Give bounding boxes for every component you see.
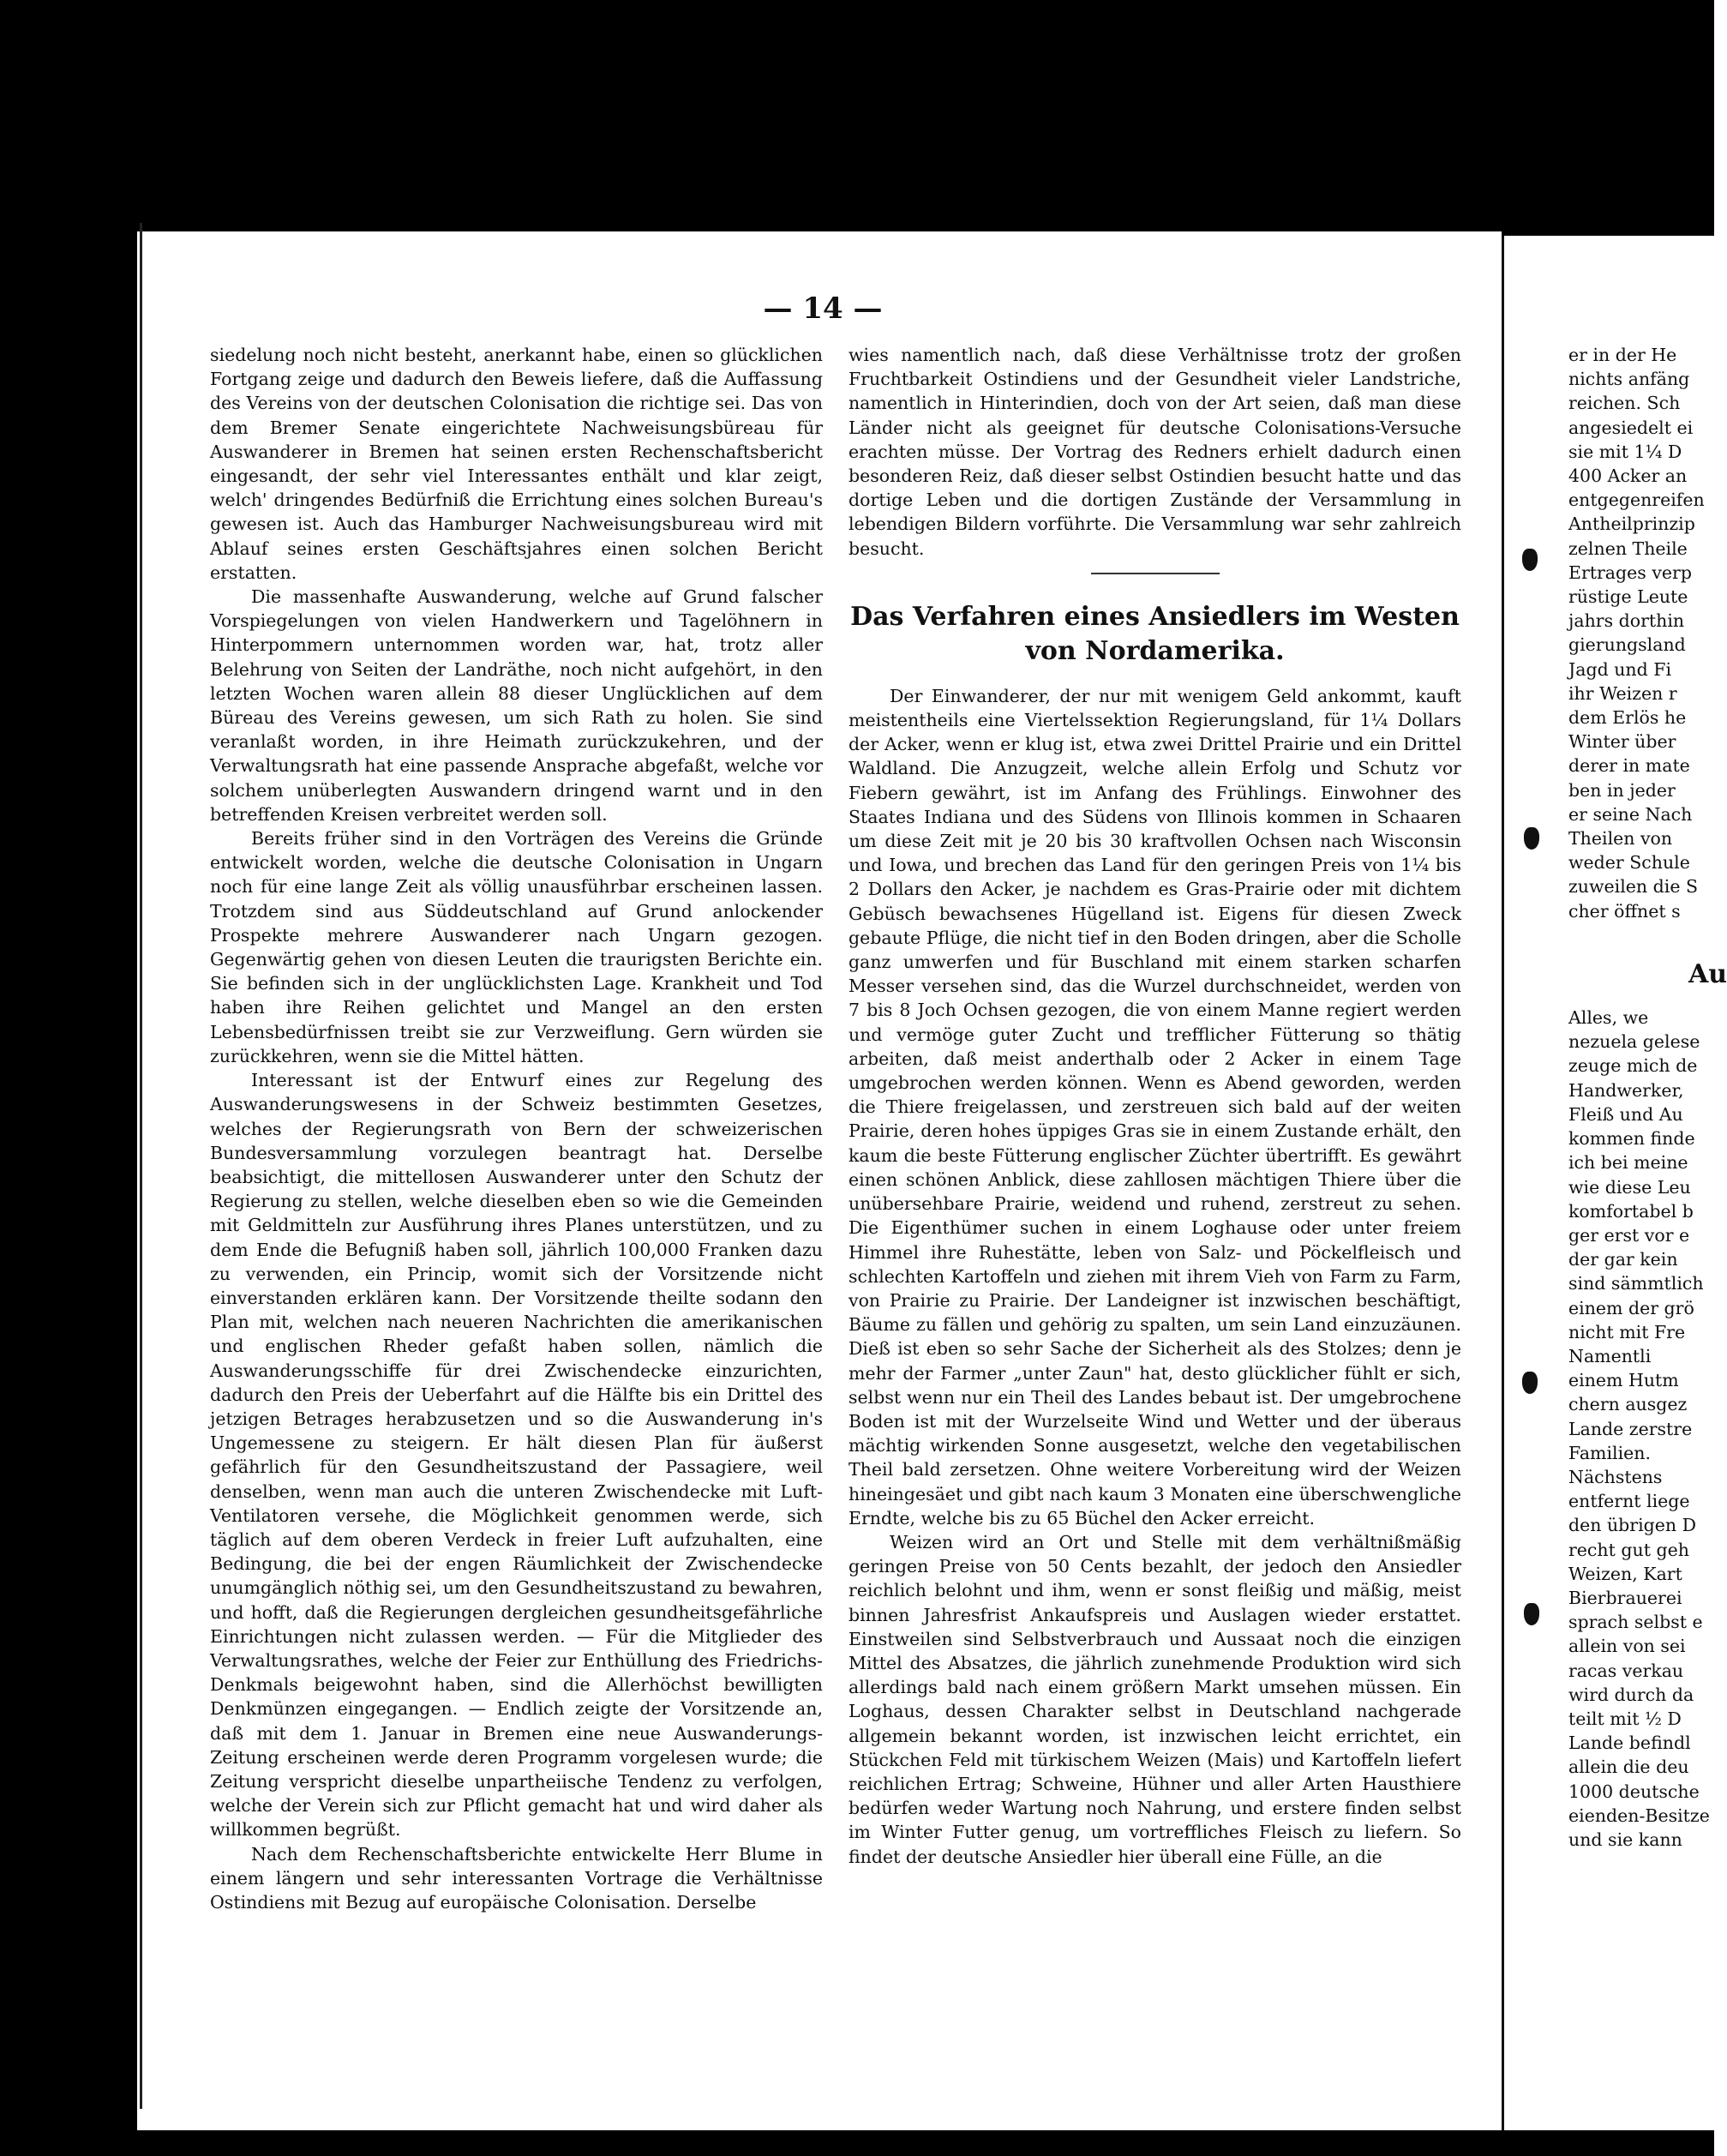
- text-line: eienden-Besitze: [1568, 1805, 1710, 1826]
- text-line: weder Schule: [1568, 852, 1690, 874]
- text-line: ger erst vor e: [1568, 1224, 1690, 1246]
- text-line: recht gut geh: [1568, 1539, 1689, 1560]
- text-line: Winter über: [1568, 731, 1676, 753]
- text-line: wie diese Leu: [1568, 1176, 1691, 1198]
- text-line: Theilen von: [1568, 828, 1673, 850]
- page-edge-line: [140, 223, 142, 2109]
- text-line: gierungsland: [1568, 634, 1686, 656]
- text-line: komfortabel b: [1568, 1200, 1694, 1222]
- paragraph: Der Einwanderer, der nur mit wenigem Geld ankommt, kauft meistentheils eine Viertelssektion Regierungsland, für 1¼ Dollars der Acker, wenn er klug ist, etwa zwei Drittel Prairie und ein Drittel Waldland. Die Anzugzeit, welche allein Erfolg und Schutz vor Fiebern gewährt, ist im Anfang des Frühlings. Einwohner des Staates Indiana und des Südens von Illinois kommen in Schaaren um diese Zeit mit je 20 bis 30 kraftvollen Ochsen nach Wisconsin und Iowa, und brechen das Land für den geringen Preis von 1¼ bis 2 Dollars den Acker, je nachdem es Gras-Prairie oder mit dichtem Gebüsch bewachsenes Hügelland ist. Eigens für diesen Zweck gebaute Pflüge, die nicht tief in den Boden dringen, aber die Scholle ganz umwerfen und für Buschland mit einem starken scharfen Messer versehen sind, das die Wurzel durchschneidet, werden von 7 bis 8 Joch Ochsen gezogen, die von einem Manne regiert werden und vermöge guter Zucht und trefflicher Fütterung so thätig arbeiten, daß meist anderthalb oder 2 Acker in einem Tage umgebrochen werden können. Wenn es Abend geworden, werden die Thiere freigelassen, und zerstreuen sich bald auf der weiten Prairie, deren hohes üppiges Gras sie in einem Zustande erhält, den kaum die beste Fütterung englischer Züchter übertrifft. Es gewährt einen schönen Anblick, diese zahllosen mächtigen Thiere über die unübersehbare Prairie, weidend und ruhend, zerstreut zu sehen. Die Eigenthümer suchen in einem Loghause oder unter freiem Himmel ihre Ruhestätte, leben von Salz- und Pöckelfleisch und schlechten Kartoffeln und ziehen mit ihrem Vieh von Farm zu Farm, von Prairie zu Prairie. Der Landeigner ist inzwischen beschäftigt, Bäume zu fällen und gehörig zu spalten, um sein Land einzuzäunen. Dieß ist eben so sehr Sache der Sicherheit als des Stolzes; denn je mehr der Farmer „unter Zaun" hat, desto glücklicher fühlt er sich, selbst wenn nur ein Theil des Landes bebaut ist. Der umgebrochene Boden ist mit der Wurzelseite Wind und Wetter und der überaus mächtig wirkenden Sonne ausgesetzt, welche den vegetabilischen Theil bald zersetzen. Ohne weitere Vorbereitung wird der Weizen hineingesäet und gibt nach kaum 3 Monaten eine überschwengliche Erndte, welche bis zu 65 Büchel den Acker erreicht.: [849, 685, 1461, 1528]
- text-line: sprach selbst e: [1568, 1612, 1703, 1633]
- text-line: Bierbrauerei: [1568, 1587, 1682, 1608]
- section-divider: [1091, 573, 1220, 574]
- text-line: Handwerker,: [1568, 1079, 1684, 1101]
- ink-blot: [1522, 1372, 1538, 1394]
- paragraph: Weizen wird an Ort und Stelle mit dem verhältnißmäßig geringen Preise von 50 Cents bezahlt, der jedoch den Ansiedler reichlich belohnt und ihm, wenn er sonst fleißig und mäßig, meist binnen Jahresfrist Ankaufspreis und Auslagen wieder erstattet. Einstweilen sind Selbstverbrauch und Aussaat noch die einzigen Mittel des Absatzes, die jährlich zunehmende Produktion wird sich allerdings bald nach einem größern Markt umsehen müssen. Ein Loghaus, dessen Charakter selbst in Deutschland nachgerade allgemein bekannt worden, ist inzwischen leicht errichtet, ein Stückchen Feld mit türkischem Weizen (Mais) und Kartoffeln liefert reichlichen Ertrag; Schweine, Hühner und aller Arten Hausthiere bedürfen weder Wartung noch Nahrung, und erstere finden selbst im Winter Futter genug, um vortreffliches Fleisch zu liefern. So findet der deutsche Ansiedler hier überall eine Fülle, an die: [849, 1531, 1461, 1867]
- text-line: zeuge mich de: [1568, 1055, 1698, 1077]
- text-line: derer in mate: [1568, 755, 1690, 777]
- text-line: der gar kein: [1568, 1249, 1678, 1270]
- ink-blot: [1522, 549, 1538, 571]
- text-line: er in der He: [1568, 345, 1677, 365]
- text-line: allein die deu: [1568, 1757, 1689, 1778]
- text-line: sind sämmtlich: [1568, 1273, 1704, 1294]
- text-line: rüstige Leute: [1568, 586, 1688, 608]
- paragraph: Bereits früher sind in den Vorträgen des Vereins die Gründe entwickelt worden, welche die deutsche Colonisation in Ungarn noch für eine lange Zeit als völlig unausführbar erscheinen lassen. Trotzdem sind aus Süddeutschland auf Grund anlockender Prospekte mehrere Auswanderer nach Ungarn gezogen. Gegenwärtig gehen von diesen Leuten die traurigsten Berichte ein. Sie befinden sich in der unglücklichsten Lage. Krankheit und Tod haben ihre Reihen gelichtet und Mangel an den ersten Lebensbedürfnissen treibt sie zur Verzweiflung. Gern würden sie zurückkehren, wenn sie die Mittel hätten.: [210, 828, 823, 1066]
- article-heading: Das Verfahren eines Ansiedlers im Westen von Nordamerika.: [850, 601, 1460, 666]
- text-line: nicht mit Fre: [1568, 1321, 1686, 1342]
- right-column-bottom-lines: [1568, 1006, 1714, 1852]
- text-line: entfernt liege: [1568, 1491, 1690, 1512]
- text-line: Familien.: [1568, 1442, 1652, 1463]
- scan-border-top: [0, 0, 1714, 231]
- text-line: teilt mit ½ D: [1568, 1708, 1682, 1729]
- text-line: chern ausgez: [1568, 1394, 1688, 1415]
- paragraph: Interessant ist der Entwurf eines zur Regelung des Auswanderungswesens in der Schweiz bestimmten Gesetzes, welches der Regierungsrath von Bern der schweizerischen Bundesversammlung vorzulegen beantragt hat. Derselbe beabsichtigt, die mittellosen Auswanderer unter den Schutz der Regierung zu stellen, welche dieselben eben so wie die Gemeinden mit Geldmitteln zur Ausführung ihres Planes unterstützen, und zu dem Ende die Befugniß haben soll, jährlich 100,000 Franken dazu zu verwenden, ein Princip, womit sich der Vorsitzende nicht einverstanden erklären kann. Der Vorsitzende theilte sodann den Plan mit, welchen nach neueren Nachrichten die amerikanischen und englischen Rheder gefaßt haben sollen, nämlich die Auswanderungsschiffe für drei Zwischendecke einzurichten, dadurch den Preis der Ueberfahrt auf die Hälfte bis ein Drittel des jetzigen Betrages herabzusetzen und so die Auswanderung in's Ungemessene zu steigern. Er hält diesen Plan für äußerst gefährlich für den Gesundheitszustand der Passagiere, weil denselben, wenn man auch die unteren Zwischendecke mit Luft-Ventilatoren versehe, die Möglichkeit genommen werde, sich täglich auf dem oberen Verdeck in freier Luft aufzuhalten, eine Bedingung, die bei der engen Räumlichkeit der Zwischendecke unumgänglich nöthig sei, um den Gesundheitszustand zu bewahren, und hofft, daß die Regierungen dergleichen gesundheitsgefährliche Einrichtungen nicht zulassen werden. — Für die Mitglieder des Verwaltungsrathes, welche der Feier zur Enthüllung des Friedrichs-Denkmals beigewohnt haben, sind die Allerhöchst bewilligten Denkmünzen eingegangen. — Endlich zeigte der Vorsitzende an, daß mit dem 1. Januar in Bremen eine neue Auswanderungs-Zeitung erscheinen werde deren Programm vorgelesen wurde; die Zeitung verspricht dieselbe unpartheiische Tendenz zu verfolgen, welche der Verein sich zur Pflicht gemacht hat und wird daher als willkommen begrüßt.: [210, 1070, 823, 1841]
- text-line: angesiedelt ei: [1568, 417, 1694, 438]
- text-line: zelnen Theile: [1568, 537, 1688, 559]
- text-line: Ertrages verp: [1568, 562, 1692, 583]
- paragraph: wies namentlich nach, daß diese Verhältnisse trotz der großen Fruchtbarkeit Ostindiens und der Gesundheit vieler Landstriche, namentlich in Hinterindien, doch von der Art seien, daß man diese Länder nicht als geeignet für deutsche Colonisations-Versuche erachten müsse. Der Vortrag des Redners erhielt dadurch einen besonderen Reiz, daß dieser selbst Ostindien besucht hatte und das dortige Leben und die dortigen Zustände der Versammlung in lebendigen Bildern vorführte. Die Versammlung war sehr zahlreich besucht.: [849, 345, 1461, 559]
- right-column-top-lines: [1568, 343, 1714, 923]
- text-line: dem Erlös he: [1568, 707, 1687, 729]
- text-line: Alles, we: [1568, 1007, 1649, 1029]
- text-line: nezuela gelese: [1568, 1031, 1700, 1053]
- text-line: 1000 deutsche: [1568, 1781, 1700, 1802]
- text-line: reichen. Sch: [1568, 393, 1681, 414]
- text-line: einem Hutm: [1568, 1370, 1679, 1391]
- scan-border-bottom: [137, 2130, 1714, 2156]
- text-line: entgegenreifen: [1568, 489, 1705, 511]
- page-number: — 14 —: [763, 291, 883, 326]
- text-line: Lande befindl: [1568, 1733, 1691, 1754]
- paragraph: siedelung noch nicht besteht, anerkannt habe, einen so glücklichen Fortgang zeige und dadurch den Beweis liefere, daß die Auffassung des Vereins von der deutschen Colonisation die richtige sei. Das von dem Bremer Senate eingerichtete Nachweisungsbüreau für Auswanderer in Bremen hat seinen ersten Rechenschaftsbericht eingesandt, der sehr viel Interessantes enthält und klar zeigt, welch' dringendes Bedürfniß die Errichtung eines solchen Bureau's gewesen ist. Auch das Hamburger Nachweisungsbureau wird mit Ablauf seines ersten Geschäftsjahres einen solchen Bericht erstatten.: [210, 345, 823, 583]
- ink-blot: [1524, 1603, 1539, 1625]
- text-line: kommen finde: [1568, 1128, 1695, 1150]
- text-line: sie mit 1¼ D: [1568, 441, 1682, 462]
- right-column-fragment: [1568, 343, 1727, 1852]
- text-line: allein von sei: [1568, 1636, 1686, 1657]
- paragraph: Nach dem Rechenschaftsberichte entwickelte Herr Blume in einem längern und sehr interessanten Vortrage die Verhältnisse Ostindiens mit Bezug auf europäische Colonisation. Derselbe: [210, 1843, 823, 1913]
- text-line: und sie kann: [1568, 1829, 1682, 1850]
- text-line: Weizen, Kart: [1568, 1563, 1682, 1584]
- text-line: den übrigen D: [1568, 1515, 1697, 1536]
- text-line: ich bei meine: [1568, 1152, 1688, 1174]
- text-line: Nächstens: [1568, 1466, 1663, 1487]
- scan-border-right-top: [1502, 0, 1714, 236]
- text-line: racas verkau: [1568, 1660, 1684, 1681]
- text-line: ihr Weizen r: [1568, 682, 1677, 704]
- text-line: jahrs dorthin: [1568, 610, 1685, 632]
- text-line: einem der grö: [1568, 1297, 1694, 1318]
- page-fold-line: [1502, 236, 1504, 2156]
- text-line: 400 Acker an: [1568, 465, 1688, 487]
- text-line: wird durch da: [1568, 1684, 1694, 1705]
- text-line: Namentli: [1568, 1345, 1652, 1366]
- text-line: nichts anfäng: [1568, 369, 1690, 390]
- text-line: Jagd und Fi: [1568, 658, 1672, 680]
- text-line: zuweilen die S: [1568, 876, 1699, 898]
- right-heading-fragment: Au: [1688, 958, 1727, 989]
- text-line: Antheilprinzip: [1568, 513, 1695, 535]
- middle-column: [849, 343, 1461, 1869]
- paragraph: Die massenhafte Auswanderung, welche auf Grund falscher Vorspiegelungen von vielen Handwerkern und Tagelöhnern in Hinterpommern unternommen worden war, hat, trotz aller Belehrung von Seiten der Landräthe, noch nicht aufgehört, in den letzten Wochen waren allein 88 dieser Unglücklichen auf dem Büreau des Vereins gewesen, um sich Rath zu holen. Sie sind veranlaßt worden, in ihre Heimath zurückzukehren, und der Verwaltungsrath hat eine passende Ansprache abgefaßt, welche vor solchem unüberlegten Auswandern dringend warnt und in den betreffenden Kreisen verbreitet werden soll.: [210, 586, 823, 825]
- left-column: [210, 343, 823, 1914]
- text-line: Lande zerstre: [1568, 1418, 1693, 1439]
- text-line: Fleiß und Au: [1568, 1103, 1683, 1125]
- ink-blot: [1524, 827, 1539, 850]
- scan-border-left: [0, 0, 137, 2156]
- text-line: cher öffnet s: [1568, 900, 1681, 922]
- text-line: er seine Nach: [1568, 803, 1693, 825]
- text-line: ben in jeder: [1568, 779, 1676, 801]
